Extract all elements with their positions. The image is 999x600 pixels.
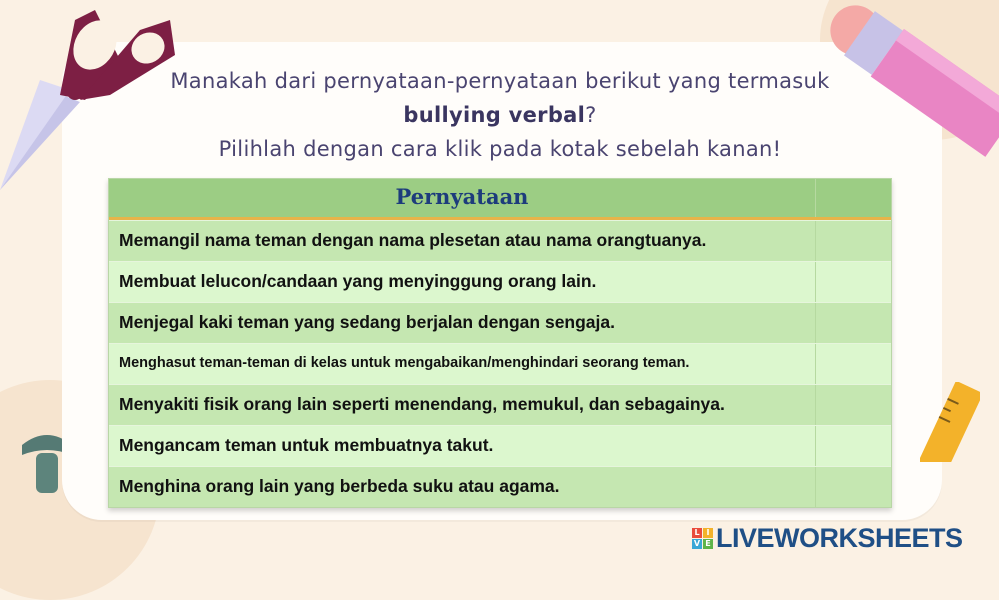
statement-text: Menyakiti fisik orang lain seperti menendang, memukul, dan sebagainya. <box>109 385 816 425</box>
logo-letter: I <box>703 528 713 538</box>
question-line-3: Pilihlah dengan cara klik pada kotak sebelah kanan! <box>218 137 782 161</box>
answer-checkbox[interactable] <box>816 385 891 425</box>
header-pernyataan: Pernyataan <box>109 179 816 217</box>
table-row <box>109 220 891 261</box>
statement-text: Menjegal kaki teman yang sedang berjalan dengan sengaja. <box>109 303 816 343</box>
question-mark: ? <box>585 103 597 127</box>
statements-table <box>108 178 892 508</box>
table-row <box>109 425 891 466</box>
logo-letter: E <box>703 539 713 549</box>
table-row <box>109 302 891 343</box>
logo-letter: V <box>693 538 701 548</box>
statement-text: Mengancam teman untuk membuatnya takut. <box>109 426 816 466</box>
table-row <box>109 343 891 384</box>
answer-checkbox[interactable] <box>816 303 891 343</box>
statement-text: Menghina orang lain yang berbeda suku atau agama. <box>109 467 816 507</box>
logo-mark-icon <box>692 528 713 549</box>
logo-text: LIVEWORKSHEETS <box>716 522 963 553</box>
answer-checkbox[interactable] <box>816 221 891 261</box>
table-header <box>109 179 891 220</box>
answer-checkbox[interactable] <box>816 467 891 507</box>
answer-checkbox[interactable] <box>816 426 891 466</box>
table-row <box>109 384 891 425</box>
question-text <box>100 64 900 166</box>
statement-text: Membuat lelucon/candaan yang menyinggung orang lain. <box>109 262 816 302</box>
liveworksheets-logo[interactable] <box>692 522 963 554</box>
answer-checkbox[interactable] <box>816 262 891 302</box>
answer-checkbox[interactable] <box>816 344 891 384</box>
table-row <box>109 261 891 302</box>
question-line-1: Manakah dari pernyataan-pernyataan berikut yang termasuk <box>170 69 830 93</box>
statement-text: Menghasut teman-teman di kelas untuk mengabaikan/menghindari seorang teman. <box>109 344 816 384</box>
ruler-icon <box>920 382 980 462</box>
header-check-column <box>816 179 891 217</box>
logo-letter: L <box>692 528 702 538</box>
table-row <box>109 466 891 507</box>
question-line-2 <box>100 98 900 132</box>
question-highlight: bullying verbal <box>403 103 586 127</box>
statement-text: Memangil nama teman dengan nama plesetan atau nama orangtuanya. <box>109 221 816 261</box>
